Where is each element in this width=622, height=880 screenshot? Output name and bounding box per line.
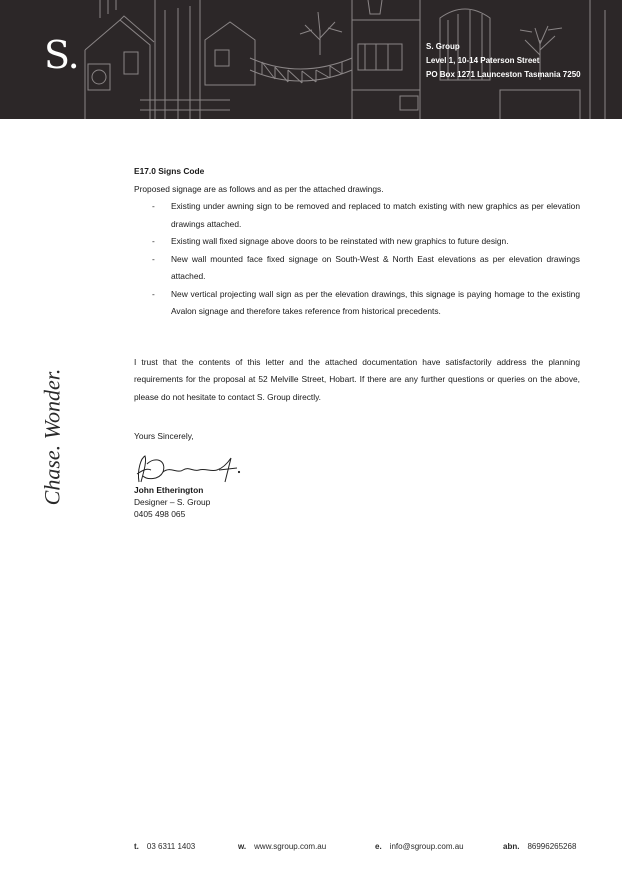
- list-item-text: Existing under awning sign to be removed and replaced to match existing with new graphics as per elevation drawings attached.: [171, 201, 580, 229]
- signage-list: [134, 198, 580, 321]
- address-line-1: Level 1, 10-14 Paterson Street: [426, 56, 540, 65]
- closing-paragraph: I trust that the contents of this letter and the attached documentation have satisfactorily address the planning requirements for the proposal at 52 Melville Street, Hobart. If there are any further questions or queries on the above, please do not hesitate to contact S. Group directly.: [134, 356, 580, 402]
- bullet-marker: -: [152, 201, 155, 211]
- intro-paragraph: Proposed signage are as follows and as per the attached drawings.: [134, 183, 384, 194]
- address-line-2: PO Box 1271 Launceston Tasmania 7250: [426, 70, 581, 79]
- signatory-block: [134, 484, 210, 520]
- handwritten-signature: [133, 452, 243, 486]
- footer-abn: [503, 842, 576, 851]
- list-item-text: Existing wall fixed signage above doors to be reinstated with new graphics to future design.: [171, 236, 509, 246]
- sign-off: Yours Sincerely,: [134, 431, 194, 441]
- list-item: [134, 251, 580, 286]
- footer-email-link[interactable]: info@sgroup.com.au: [389, 842, 464, 851]
- list-item: [134, 286, 580, 321]
- footer-abn-value: 86996265268: [527, 842, 577, 851]
- company-logo: S.: [44, 33, 79, 77]
- signatory-name: John Etherington: [134, 485, 204, 495]
- company-name: S. Group: [426, 42, 460, 51]
- footer-web-label: w.: [238, 842, 247, 851]
- footer-phone: [134, 842, 195, 851]
- tagline-text: Chase. Wonder.: [39, 368, 65, 506]
- company-address-block: [426, 40, 581, 82]
- letterhead-banner: [0, 0, 622, 119]
- footer-email-label: e.: [375, 842, 382, 851]
- list-item-text: New wall mounted face fixed signage on South-West & North East elevations as per elevation drawings attached.: [171, 253, 580, 281]
- footer-website: [238, 842, 326, 851]
- bullet-marker: -: [152, 253, 155, 264]
- bullet-marker: -: [152, 236, 155, 246]
- section-title: E17.0 Signs Code: [134, 166, 205, 176]
- list-item-text: New vertical projecting wall sign as per the elevation drawings, this signage is paying homage to the existing Avalon signage and therefore takes reference from historical precedents.: [171, 288, 580, 316]
- footer-abn-label: abn.: [503, 842, 520, 851]
- letter-body: [134, 163, 580, 446]
- bullet-marker: -: [152, 288, 155, 299]
- footer-email: [375, 842, 464, 851]
- signatory-title: Designer – S. Group: [134, 497, 211, 507]
- footer-web-link[interactable]: www.sgroup.com.au: [254, 842, 327, 851]
- list-item: [134, 233, 580, 251]
- footer-phone-label: t.: [134, 842, 139, 851]
- footer-phone-value: 03 6311 1403: [146, 842, 196, 851]
- letter-footer: [134, 842, 580, 854]
- side-tagline: [22, 367, 82, 507]
- signatory-phone: 0405 498 065: [134, 509, 186, 519]
- list-item: [134, 198, 580, 233]
